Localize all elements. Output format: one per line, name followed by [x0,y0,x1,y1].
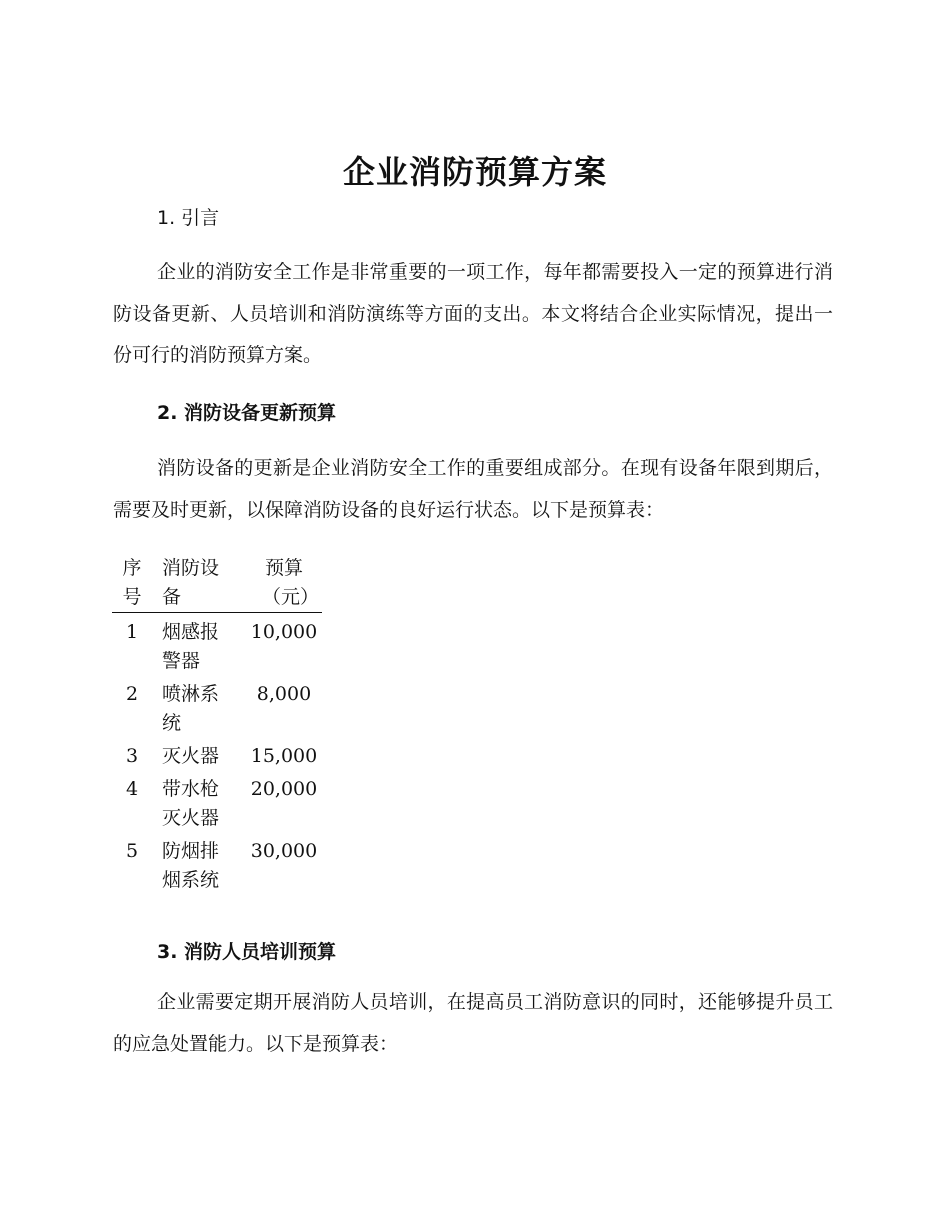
document-title: 企业消防预算方案 [342,153,607,191]
section-heading-introduction: 1. 引言 [157,207,220,229]
table-cell-no: 5 [125,840,139,862]
table-row [112,837,322,899]
table-cell-budget: 15,000 [250,745,318,767]
table-header-no: 序号 [112,554,152,613]
table-cell-no: 2 [125,683,139,705]
table-cell-equipment: 灭火器 [162,745,220,767]
section-heading-training-budget: 3. 消防人员培训预算 [157,941,337,963]
table-row [112,680,322,742]
table-row [112,742,322,775]
table-cell-no: 4 [125,778,139,800]
table-header-equipment: 消防设备 [152,554,246,613]
table-row [112,775,322,837]
table-cell-equipment: 带水枪灭火器 [162,778,220,829]
table-cell-no: 3 [125,745,139,767]
section-paragraph-introduction: 企业的消防安全工作是非常重要的一项工作，每年都需要投入一定的预算进行消防设备更新、人员培训和消防演练等方面的支出。本文将结合企业实际情况，提出一份可行的消防预算方案。 [113,261,833,366]
equipment-budget-table [112,554,322,899]
table-cell-no: 1 [125,621,139,643]
table-cell-equipment: 防烟排烟系统 [162,840,220,891]
table-header-budget: 预算（元） [246,554,322,613]
table-cell-budget: 8,000 [256,683,312,705]
table-header-row [112,554,322,613]
table-cell-budget: 20,000 [250,778,318,800]
table-row [112,613,322,681]
section-paragraph-equipment-budget: 消防设备的更新是企业消防安全工作的重要组成部分。在现有设备年限到期后，需要及时更新，以保障消防设备的良好运行状态。以下是预算表： [113,457,833,521]
table-cell-equipment: 喷淋系统 [162,683,220,734]
section-heading-equipment-budget: 2. 消防设备更新预算 [157,402,337,424]
table-cell-equipment: 烟感报警器 [162,621,220,672]
section-paragraph-training-budget: 企业需要定期开展消防人员培训，在提高员工消防意识的同时，还能够提升员工的应急处置能力。以下是预算表： [113,991,833,1055]
table-cell-budget: 10,000 [250,621,318,643]
table-cell-budget: 30,000 [250,840,318,862]
